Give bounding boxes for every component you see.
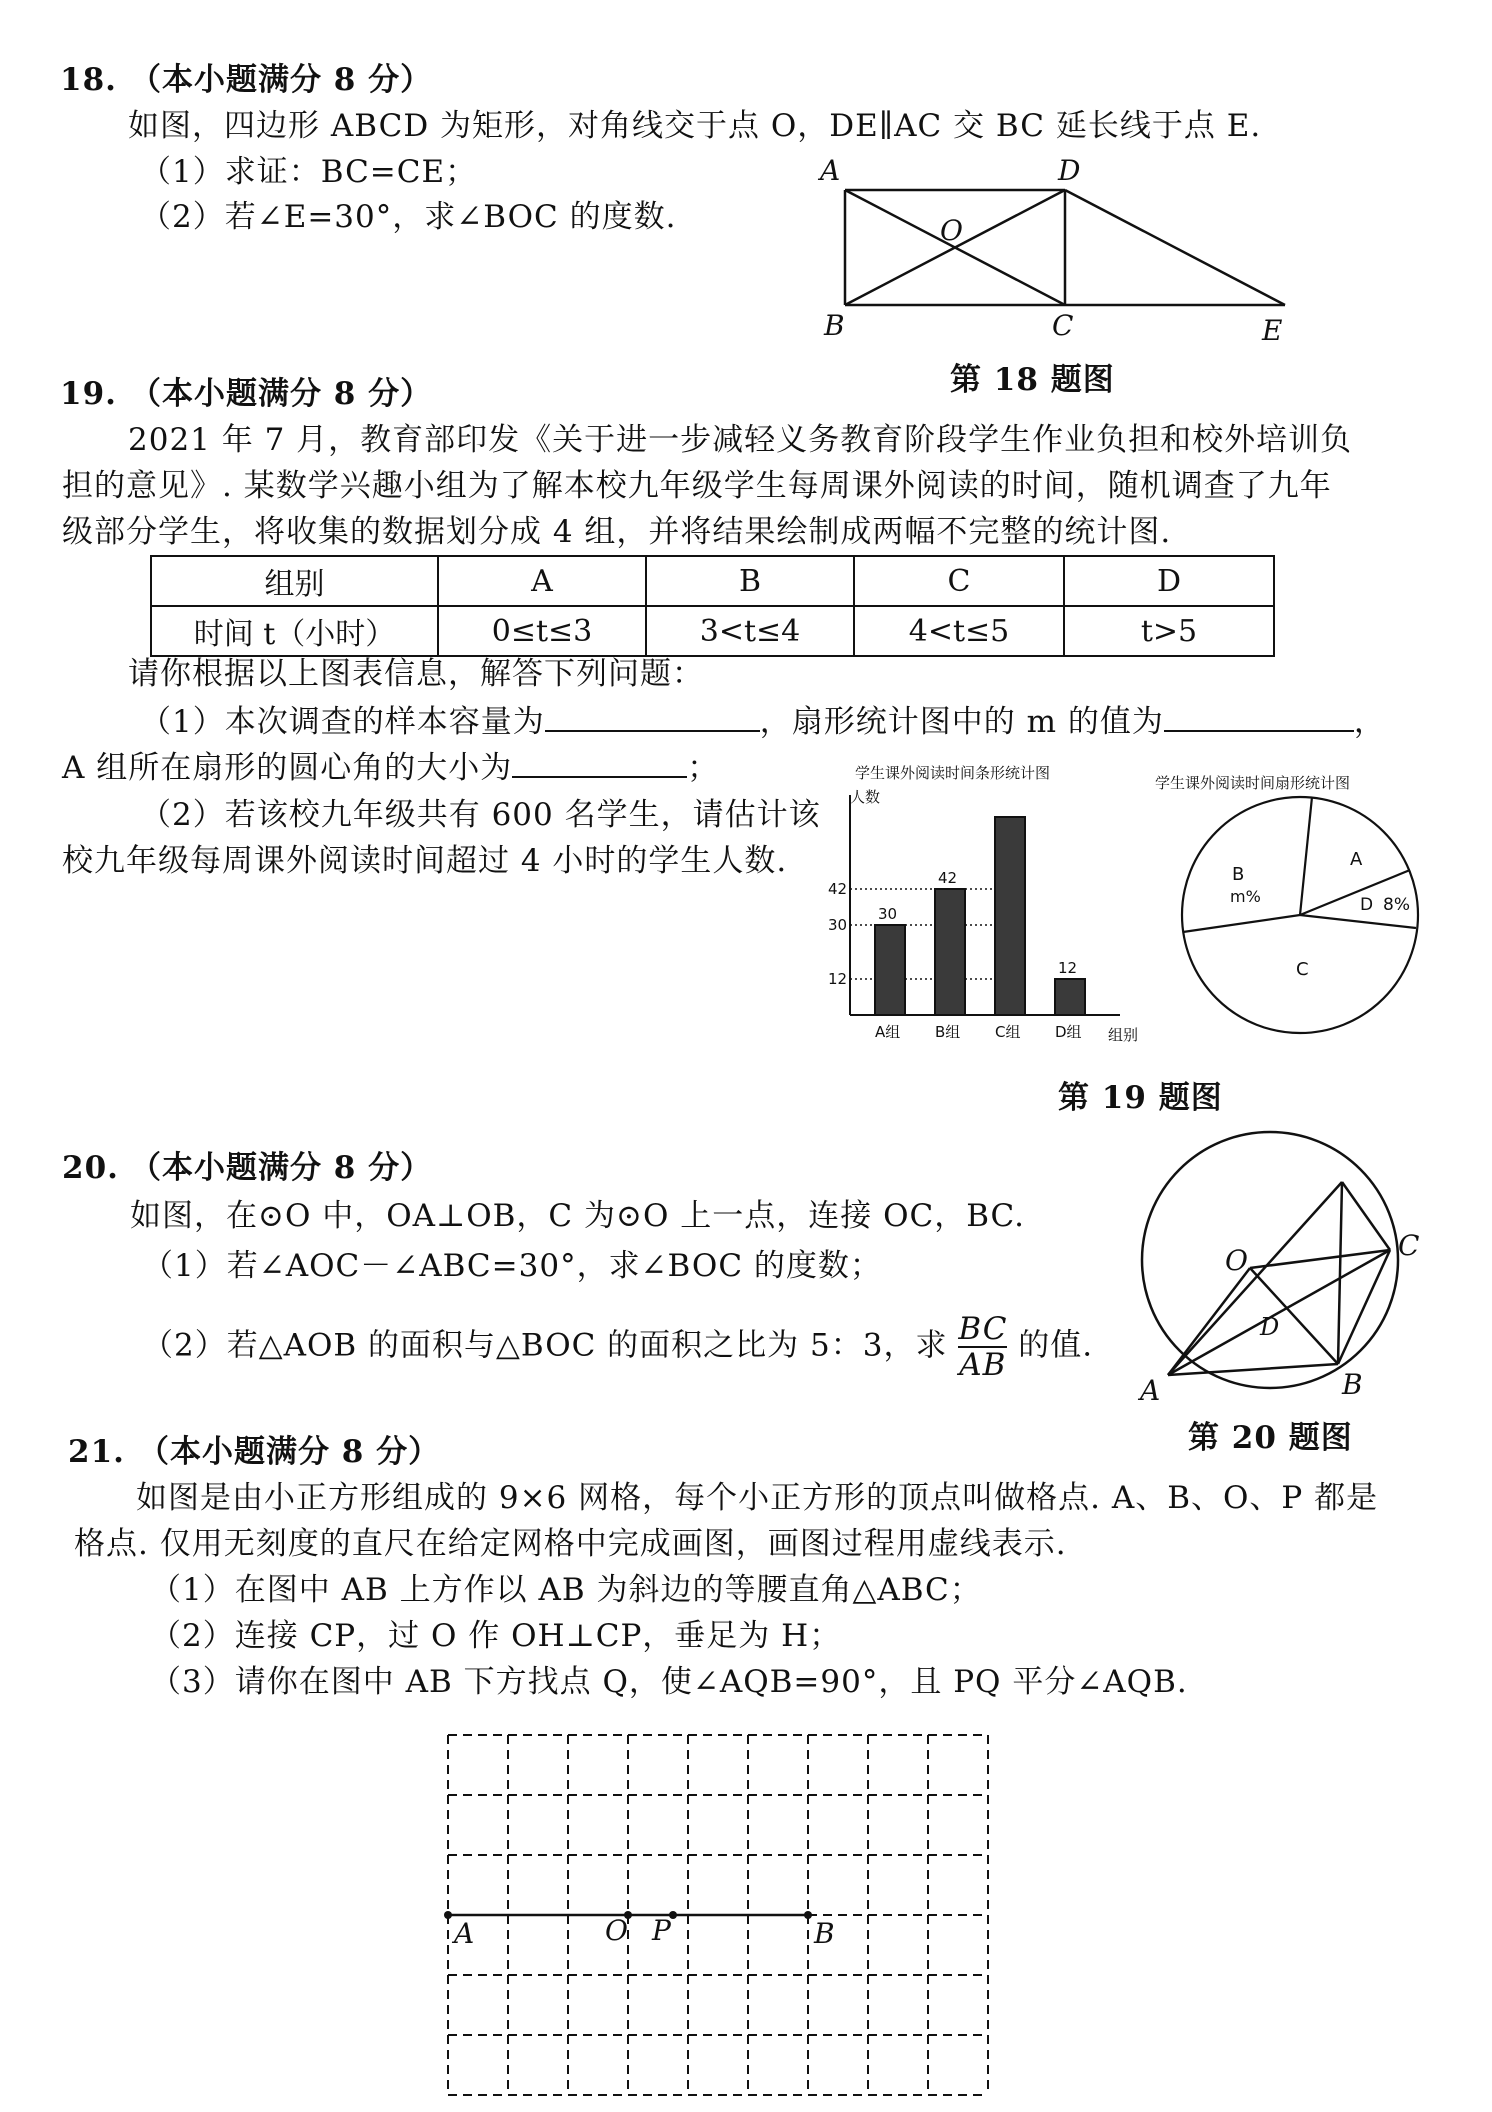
- table-cell: 0≤t≤3: [438, 606, 646, 656]
- pie-slice-label-d: D: [1360, 895, 1374, 915]
- q20-part2: [142, 1312, 1093, 1382]
- q20-label-o: O: [1225, 1244, 1248, 1277]
- q19-bar-chart: [830, 760, 1150, 1050]
- bar-data-label: 30: [878, 905, 898, 923]
- table-cell: 4<t≤5: [854, 606, 1064, 656]
- q18-part2: （2）若∠E=30°，求∠BOC 的度数.: [140, 199, 677, 235]
- q19-stem-line1: 2021 年 7 月，教育部印发《关于进一步减轻义务教育阶段学生作业负担和校外培训负: [128, 422, 1353, 458]
- pie-slice-label-a: A: [1350, 849, 1363, 870]
- q19-prompt: 请你根据以上图表信息，解答下列问题：: [128, 656, 704, 692]
- q20-label-c: C: [1398, 1229, 1420, 1262]
- q19-part1-text-e: ；: [687, 750, 720, 786]
- q18-label-b: B: [824, 309, 845, 342]
- bar-category-label: A组: [875, 1023, 901, 1041]
- pie-chart-title: 学生课外阅读时间扇形统计图: [1155, 774, 1351, 792]
- q20-part2-text-a: （2）若△AOB 的面积与△BOC 的面积之比为 5：3，求: [142, 1327, 948, 1364]
- answer-blank-sample-size[interactable]: [545, 702, 760, 732]
- bar-B组: [935, 889, 965, 1015]
- q21-stem-line1: 如图是由小正方形组成的 9×6 网格，每个小正方形的顶点叫做格点. A、B、O、P 都是: [136, 1480, 1379, 1516]
- bar-chart-y-label: 人数: [850, 788, 881, 806]
- bar-data-label: 42: [938, 869, 958, 887]
- q19-part1-line2: [62, 748, 719, 788]
- pie-divider: [1300, 797, 1312, 915]
- q18-stem: 如图，四边形 ABCD 为矩形，对角线交于点 O，DE∥AC 交 BC 延长线于点 E.: [128, 108, 1262, 144]
- answer-blank-m-value[interactable]: [1164, 702, 1354, 732]
- q21-label-a: A: [454, 1917, 475, 1950]
- q19-part1-text-b: ，扇形统计图中的 m 的值为: [759, 704, 1164, 740]
- q21-label-b: B: [814, 1917, 835, 1950]
- q20-number: 20.: [62, 1150, 119, 1186]
- q18-label-a: A: [820, 154, 841, 187]
- q20-fraction: [958, 1312, 1007, 1382]
- pie-slice-label-b: B: [1232, 864, 1245, 885]
- q19-group-table: [150, 555, 1275, 657]
- bar-chart-title: 学生课外阅读时间条形统计图: [855, 764, 1051, 782]
- table-header-cell: D: [1064, 556, 1274, 606]
- table-row: [151, 556, 1274, 606]
- table-cell: 3<t≤4: [646, 606, 854, 656]
- q21-grid-figure: [440, 1730, 1010, 2100]
- q18-label-e: E: [1262, 314, 1283, 347]
- table-header-cell: B: [646, 556, 854, 606]
- q18-part1: （1）求证：BC=CE；: [140, 154, 478, 190]
- q20-part1: （1）若∠AOC－∠ABC=30°，求∠BOC 的度数；: [142, 1248, 882, 1284]
- q18-label-c: C: [1052, 309, 1074, 342]
- pie-slice-text-b: m%: [1230, 887, 1261, 906]
- q18-label-o: O: [940, 214, 963, 247]
- q21-score: （本小题满分 8 分）: [138, 1434, 441, 1470]
- q20-figure: [1120, 1150, 1440, 1407]
- pie-slice-text-d: 8%: [1383, 895, 1410, 915]
- pie-divider: [1183, 915, 1300, 932]
- q19-pie-chart: [1150, 770, 1450, 1030]
- q21-number: 21.: [68, 1434, 125, 1470]
- bar-chart-y-tick: 12: [828, 970, 848, 988]
- bar-C组: [995, 817, 1025, 1015]
- q21-label-p: P: [652, 1914, 671, 1947]
- table-cell: t>5: [1064, 606, 1274, 656]
- q21-part1: （1）在图中 AB 上方作以 AB 为斜边的等腰直角△ABC；: [150, 1572, 982, 1608]
- q20-label-a: A: [1140, 1374, 1161, 1407]
- bar-chart-x-label: 组别: [1108, 1026, 1139, 1044]
- q21-part3: （3）请你在图中 AB 下方找点 Q，使∠AQB=90°，且 PQ 平分∠AQB.: [150, 1664, 1188, 1700]
- q20-stem: 如图，在⊙O 中，OA⊥OB，C 为⊙O 上一点，连接 OC，BC.: [130, 1198, 1026, 1234]
- q18-caption: 第 18 题图: [950, 362, 1115, 398]
- bar-A组: [875, 925, 905, 1015]
- q19-part1-text-c: ，: [1353, 704, 1386, 740]
- q19-stem-line3: 级部分学生，将收集的数据划分成 4 组，并将结果绘制成两幅不完整的统计图.: [62, 514, 1172, 550]
- q19-part1-text-a: （1）本次调查的样本容量为: [140, 704, 545, 740]
- q20-part2-text-b: 的值.: [1018, 1327, 1094, 1364]
- pie-divider: [1300, 915, 1416, 928]
- bar-data-label: 12: [1058, 959, 1078, 977]
- table-row: [151, 606, 1274, 656]
- table-header-cell: A: [438, 556, 646, 606]
- q20-score: （本小题满分 8 分）: [130, 1150, 433, 1186]
- q19-stem-line2: 担的意见》. 某数学兴趣小组为了解本校九年级学生每周课外阅读的时间，随机调查了九年: [62, 468, 1332, 504]
- fraction-numerator: BC: [958, 1311, 1008, 1347]
- table-header-cell: 组别: [151, 556, 438, 606]
- q18-number: 18.: [60, 62, 117, 98]
- q21-part2: （2）连接 CP，过 O 作 OH⊥CP，垂足为 H；: [150, 1618, 842, 1654]
- q18-score: （本小题满分 8 分）: [130, 62, 433, 98]
- q19-number: 19.: [60, 376, 117, 412]
- grid-point-b: [804, 1911, 812, 1919]
- fraction-denominator: AB: [959, 1347, 1007, 1383]
- q20-label-b: B: [1342, 1368, 1363, 1401]
- q19-part1-line1: [140, 702, 1386, 742]
- bar-chart-y-tick: 30: [828, 916, 848, 934]
- q19-score: （本小题满分 8 分）: [130, 376, 433, 412]
- pie-slice-label-c: C: [1296, 959, 1309, 980]
- answer-blank-central-angle[interactable]: [512, 748, 687, 778]
- bar-chart-y-tick: 42: [828, 880, 848, 898]
- table-header-cell: C: [854, 556, 1064, 606]
- q20-caption: 第 20 题图: [1188, 1420, 1353, 1456]
- q19-part1-text-d: A 组所在扇形的圆心角的大小为: [62, 750, 513, 786]
- q18-figure: [820, 150, 1300, 360]
- table-cell: 时间 t（小时）: [151, 606, 438, 656]
- q20-label-d: D: [1260, 1313, 1280, 1341]
- q19-part2-line2: 校九年级每周课外阅读时间超过 4 小时的学生人数.: [62, 843, 788, 879]
- bar-D组: [1055, 979, 1085, 1015]
- grid-point-a: [444, 1911, 452, 1919]
- q21-label-o: O: [605, 1914, 628, 1947]
- bar-category-label: B组: [935, 1023, 961, 1041]
- q19-part2-line1: （2）若该校九年级共有 600 名学生，请估计该: [140, 797, 821, 833]
- bar-category-label: C组: [995, 1023, 1021, 1041]
- q19-caption: 第 19 题图: [1058, 1080, 1223, 1116]
- q21-stem-line2: 格点. 仅用无刻度的直尺在给定网格中完成画图，画图过程用虚线表示.: [74, 1526, 1067, 1562]
- q18-label-d: D: [1058, 154, 1081, 187]
- bar-category-label: D组: [1055, 1023, 1082, 1041]
